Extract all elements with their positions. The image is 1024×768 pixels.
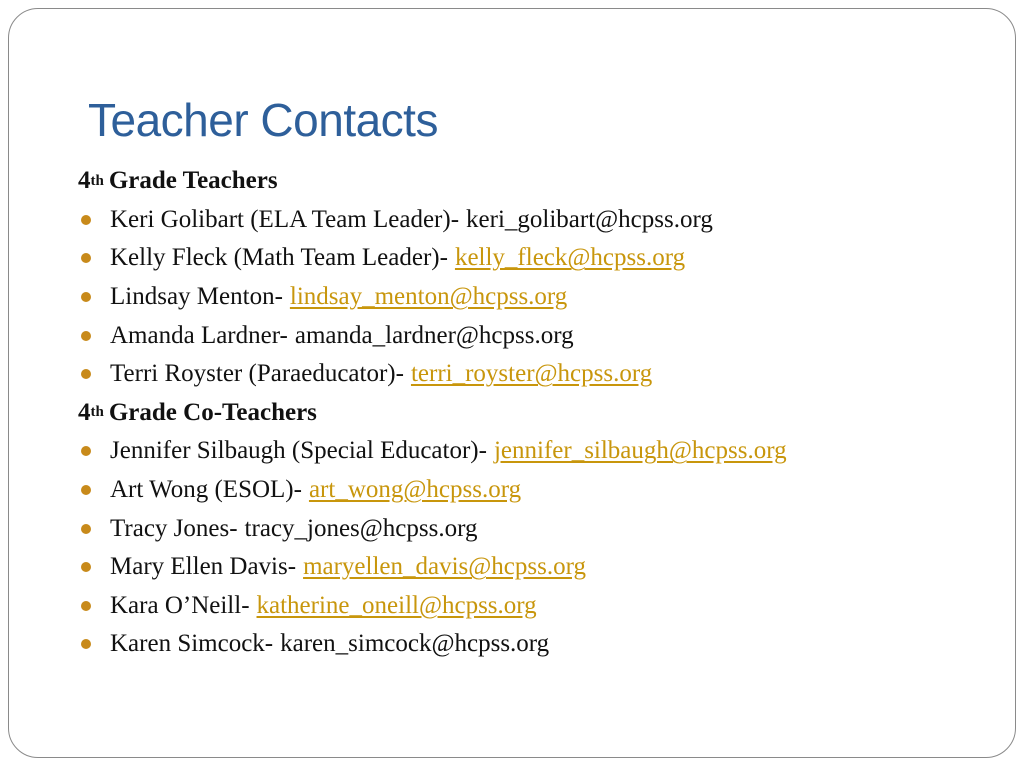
- contact-label: Lindsay Menton-: [110, 283, 283, 311]
- contact-label: Mary Ellen Davis-: [110, 553, 297, 581]
- contact-label: Terri Royster (Paraeducator)-: [110, 360, 404, 388]
- bullet-icon: [81, 292, 91, 302]
- heading-text: Grade Teachers: [108, 167, 278, 195]
- list-item: [78, 316, 978, 355]
- bullet-icon: [81, 446, 91, 456]
- email-link[interactable]: lindsay_menton@hcpss.org: [289, 283, 568, 311]
- list-item: [78, 278, 978, 317]
- list-item: [78, 509, 978, 548]
- contact-label: Amanda Lardner-: [110, 321, 288, 349]
- contact-label: Jennifer Silbaugh (Special Educator)-: [110, 437, 487, 465]
- email-link[interactable]: art_wong@hcpss.org: [308, 476, 522, 504]
- email-link[interactable]: jennifer_silbaugh@hcpss.org: [493, 437, 787, 465]
- email-link[interactable]: maryellen_davis@hcpss.org: [303, 553, 586, 581]
- email-link[interactable]: kelly_fleck@hcpss.org: [454, 244, 686, 272]
- list-item: [78, 432, 978, 471]
- contact-email: keri_golibart@hcpss.org: [466, 205, 713, 233]
- page-title: Teacher Contacts: [88, 94, 438, 146]
- bullet-icon: [81, 369, 91, 379]
- contact-label: Karen Simcock-: [110, 630, 274, 658]
- contact-label: Kelly Fleck (Math Team Leader)-: [110, 244, 448, 272]
- bullet-icon: [81, 524, 91, 534]
- heading-number: 4: [78, 167, 91, 195]
- list-item: [78, 587, 978, 626]
- bullet-icon: [81, 562, 91, 572]
- bullet-icon: [81, 253, 91, 263]
- bullet-icon: [81, 639, 91, 649]
- heading-superscript: th: [90, 172, 104, 189]
- heading-text: Grade Co-Teachers: [108, 398, 317, 426]
- bullet-icon: [81, 485, 91, 495]
- list-item: [78, 355, 978, 394]
- heading-number: 4: [78, 398, 91, 426]
- section-heading-teachers: [78, 162, 978, 201]
- contact-label: Tracy Jones-: [110, 514, 238, 542]
- section-heading-co-teachers: [78, 394, 978, 433]
- list-item: [78, 548, 978, 587]
- bullet-icon: [81, 601, 91, 611]
- contact-email: karen_simcock@hcpss.org: [280, 630, 550, 658]
- contact-email: tracy_jones@hcpss.org: [244, 514, 478, 542]
- heading-superscript: th: [90, 404, 104, 421]
- bullet-icon: [81, 331, 91, 341]
- list-item: [78, 471, 978, 510]
- email-link[interactable]: katherine_oneill@hcpss.org: [256, 591, 537, 619]
- contact-label: Keri Golibart (ELA Team Leader)-: [110, 205, 460, 233]
- contact-label: Kara O’Neill-: [110, 591, 250, 619]
- list-item: [78, 625, 978, 664]
- bullet-icon: [81, 215, 91, 225]
- list-item: [78, 201, 978, 240]
- contact-email: amanda_lardner@hcpss.org: [294, 321, 574, 349]
- list-item: [78, 239, 978, 278]
- contact-label: Art Wong (ESOL)-: [110, 476, 302, 504]
- contact-list: [78, 162, 978, 664]
- email-link[interactable]: terri_royster@hcpss.org: [410, 360, 653, 388]
